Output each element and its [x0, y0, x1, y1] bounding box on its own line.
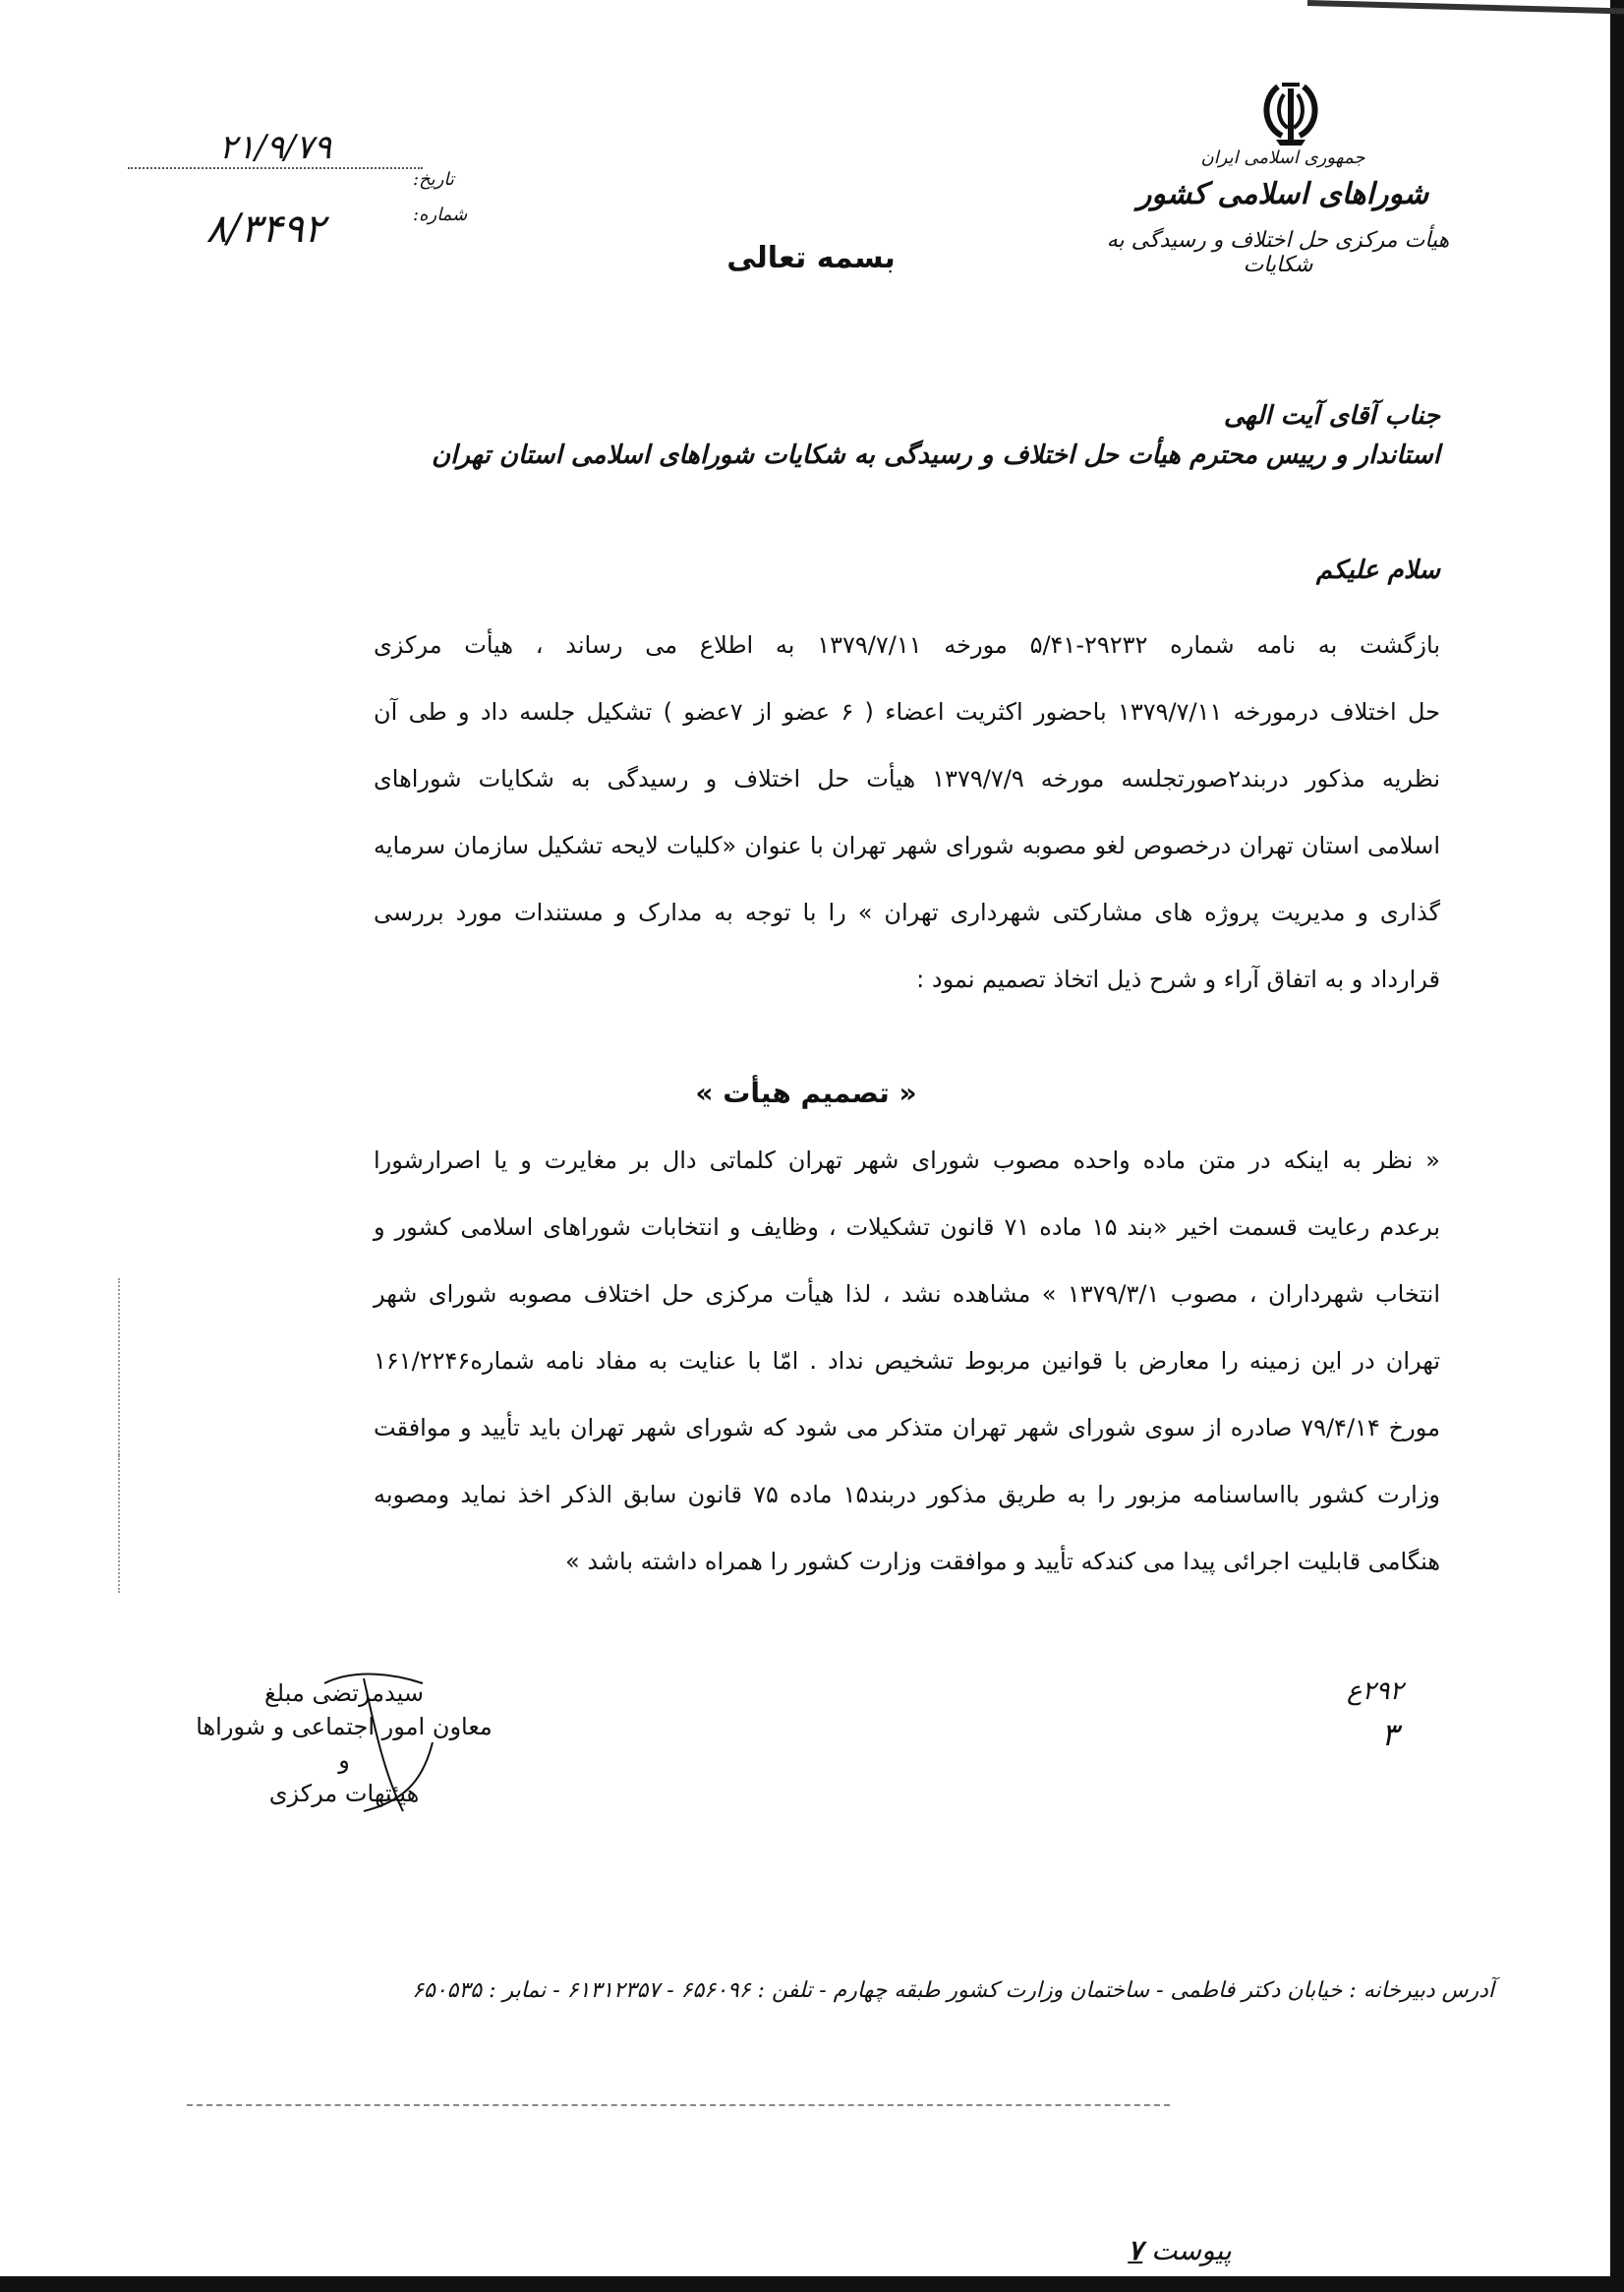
- date-value: ۲۱/۹/۷۹: [128, 128, 423, 169]
- scan-edge-bottom: [0, 2276, 1624, 2292]
- addressee-name: جناب آقای آیت الهی: [1223, 401, 1440, 431]
- text-line: حل اختلاف درمورخه ۱۳۷۹/۷/۱۱ باحضور اکثریت اعضاء ( ۶ عضو از ۷عضو ) تشکیل جلسه داد و طی آن: [374, 698, 1441, 726]
- text-line: برعدم رعایت قسمت اخیر «بند ۱۵ ماده ۷۱ قانون تشکیلات ، وظایف و انتخابات شوراهای اسلامی کشور و: [374, 1213, 1441, 1241]
- paragraph-decision: [374, 1127, 1440, 1595]
- text-line: وزارت کشور بااساسنامه مزبور را به طریق مذکور دربند۱۵ ماده ۷۵ قانون سابق الذکر اخذ نماید ومصوبه: [374, 1481, 1441, 1508]
- scan-edge-top: [1307, 0, 1624, 14]
- number-label: شماره:: [413, 205, 468, 225]
- decision-heading: « تصمیم هیأت »: [695, 1077, 917, 1109]
- attachment-label: پیوست: [1151, 2234, 1232, 2266]
- text-line: نظریه مذکور دربند۲صورتجلسه مورخه ۱۳۷۹/۷/۹ هیأت حل اختلاف و رسیدگی به شکایات شوراهای: [374, 765, 1440, 793]
- greeting: سلام علیکم: [1315, 556, 1440, 585]
- text-line: مورخ ۷۹/۴/۱۴ صادره از سوی شورای شهر تهران متذکر می شود که شورای شهر تهران باید تأیید و موافقت: [374, 1414, 1440, 1441]
- scan-artifact: [118, 1455, 122, 1593]
- signer-title: معاون امور اجتماعی و شوراها و: [196, 1713, 493, 1774]
- text-line: اسلامی استان تهران درخصوص لغو مصوبه شورای شهر تهران با عنوان «کلیات لایحه تشکیل سازمان سرمایه: [374, 832, 1440, 859]
- paragraph-intro: [374, 612, 1440, 1013]
- footer-address: آدرس دبیرخانه : خیابان دکتر فاطمی - ساختمان وزارت کشور طبقه چهارم - تلفن : ۶۵۶۰۹۶ - ۶۱۳۱۲۳۵۷ - نمابر : ۶۵۰۵۳۵: [412, 1978, 1494, 2003]
- attachment-number: ۷: [1128, 2234, 1143, 2266]
- signature-block: [187, 1676, 501, 1810]
- letterhead-country: جمهوری اسلامی ایران: [1200, 147, 1365, 168]
- number-value: ۸/۳۴۹۲: [205, 206, 325, 252]
- text-line: تهران در این زمینه را معارض با قوانین مربوط تشخیص نداد . امّا با عنایت به مفاد نامه شماره۱۶۱/۲۲۴۶: [374, 1347, 1440, 1375]
- iran-emblem-logo: [1256, 79, 1325, 149]
- text-line: گذاری و مدیریت پروژه های مشارکتی شهرداری تهران » را با توجه به مدارک و مستندات مورد بررسی: [374, 899, 1440, 926]
- bismillah-heading: بسمه تعالی: [726, 241, 896, 275]
- text-line: بازگشت به نامه شماره ۲۹۲۳۲-۵/۴۱ مورخه ۱۳۷۹/۷/۱۱ به اطلاع می رساند ، هیأت مرکزی: [374, 631, 1440, 659]
- date-label: تاریخ:: [413, 169, 454, 190]
- scan-artifact: [118, 1278, 122, 1455]
- letterhead-board: هیأت مرکزی حل اختلاف و رسیدگی به شکایات: [1106, 228, 1450, 277]
- attachment-mark: [1111, 2234, 1248, 2266]
- scan-edge-right: [1610, 0, 1624, 2292]
- footer-divider: [187, 2104, 1170, 2106]
- handwritten-page-mark: ۳: [1381, 1716, 1399, 1753]
- letterhead-council: شوراهای اسلامی کشور: [1136, 177, 1429, 211]
- text-line: انتخاب شهرداران ، مصوب ۱۳۷۹/۳/۱ » مشاهده نشد ، لذا هیأت مرکزی حل اختلاف مصوبه شورای شهر: [374, 1280, 1440, 1308]
- text-line: قرارداد و به اتفاق آراء و شرح ذیل اتخاذ تصمیم نمود :: [916, 966, 1440, 993]
- signer-name: سیدمرتضی مبلغ: [264, 1679, 424, 1707]
- signer-title: هیئتهات مرکزی: [268, 1780, 420, 1807]
- text-line: هنگامی قابلیت اجرائی پیدا می کندکه تأیید و موافقت وزارت کشور را همراه داشته باشد »: [565, 1548, 1440, 1575]
- handwritten-note: ۲۹۲ع: [1347, 1676, 1404, 1706]
- text-line: « نظر به اینکه در متن ماده واحده مصوب شورای شهر تهران کلماتی دال بر مغایرت و یا اصرارشورا: [374, 1146, 1440, 1174]
- addressee-title: استاندار و رییس محترم هیأت حل اختلاف و رسیدگی به شکایات شوراهای اسلامی استان تهران: [432, 441, 1440, 470]
